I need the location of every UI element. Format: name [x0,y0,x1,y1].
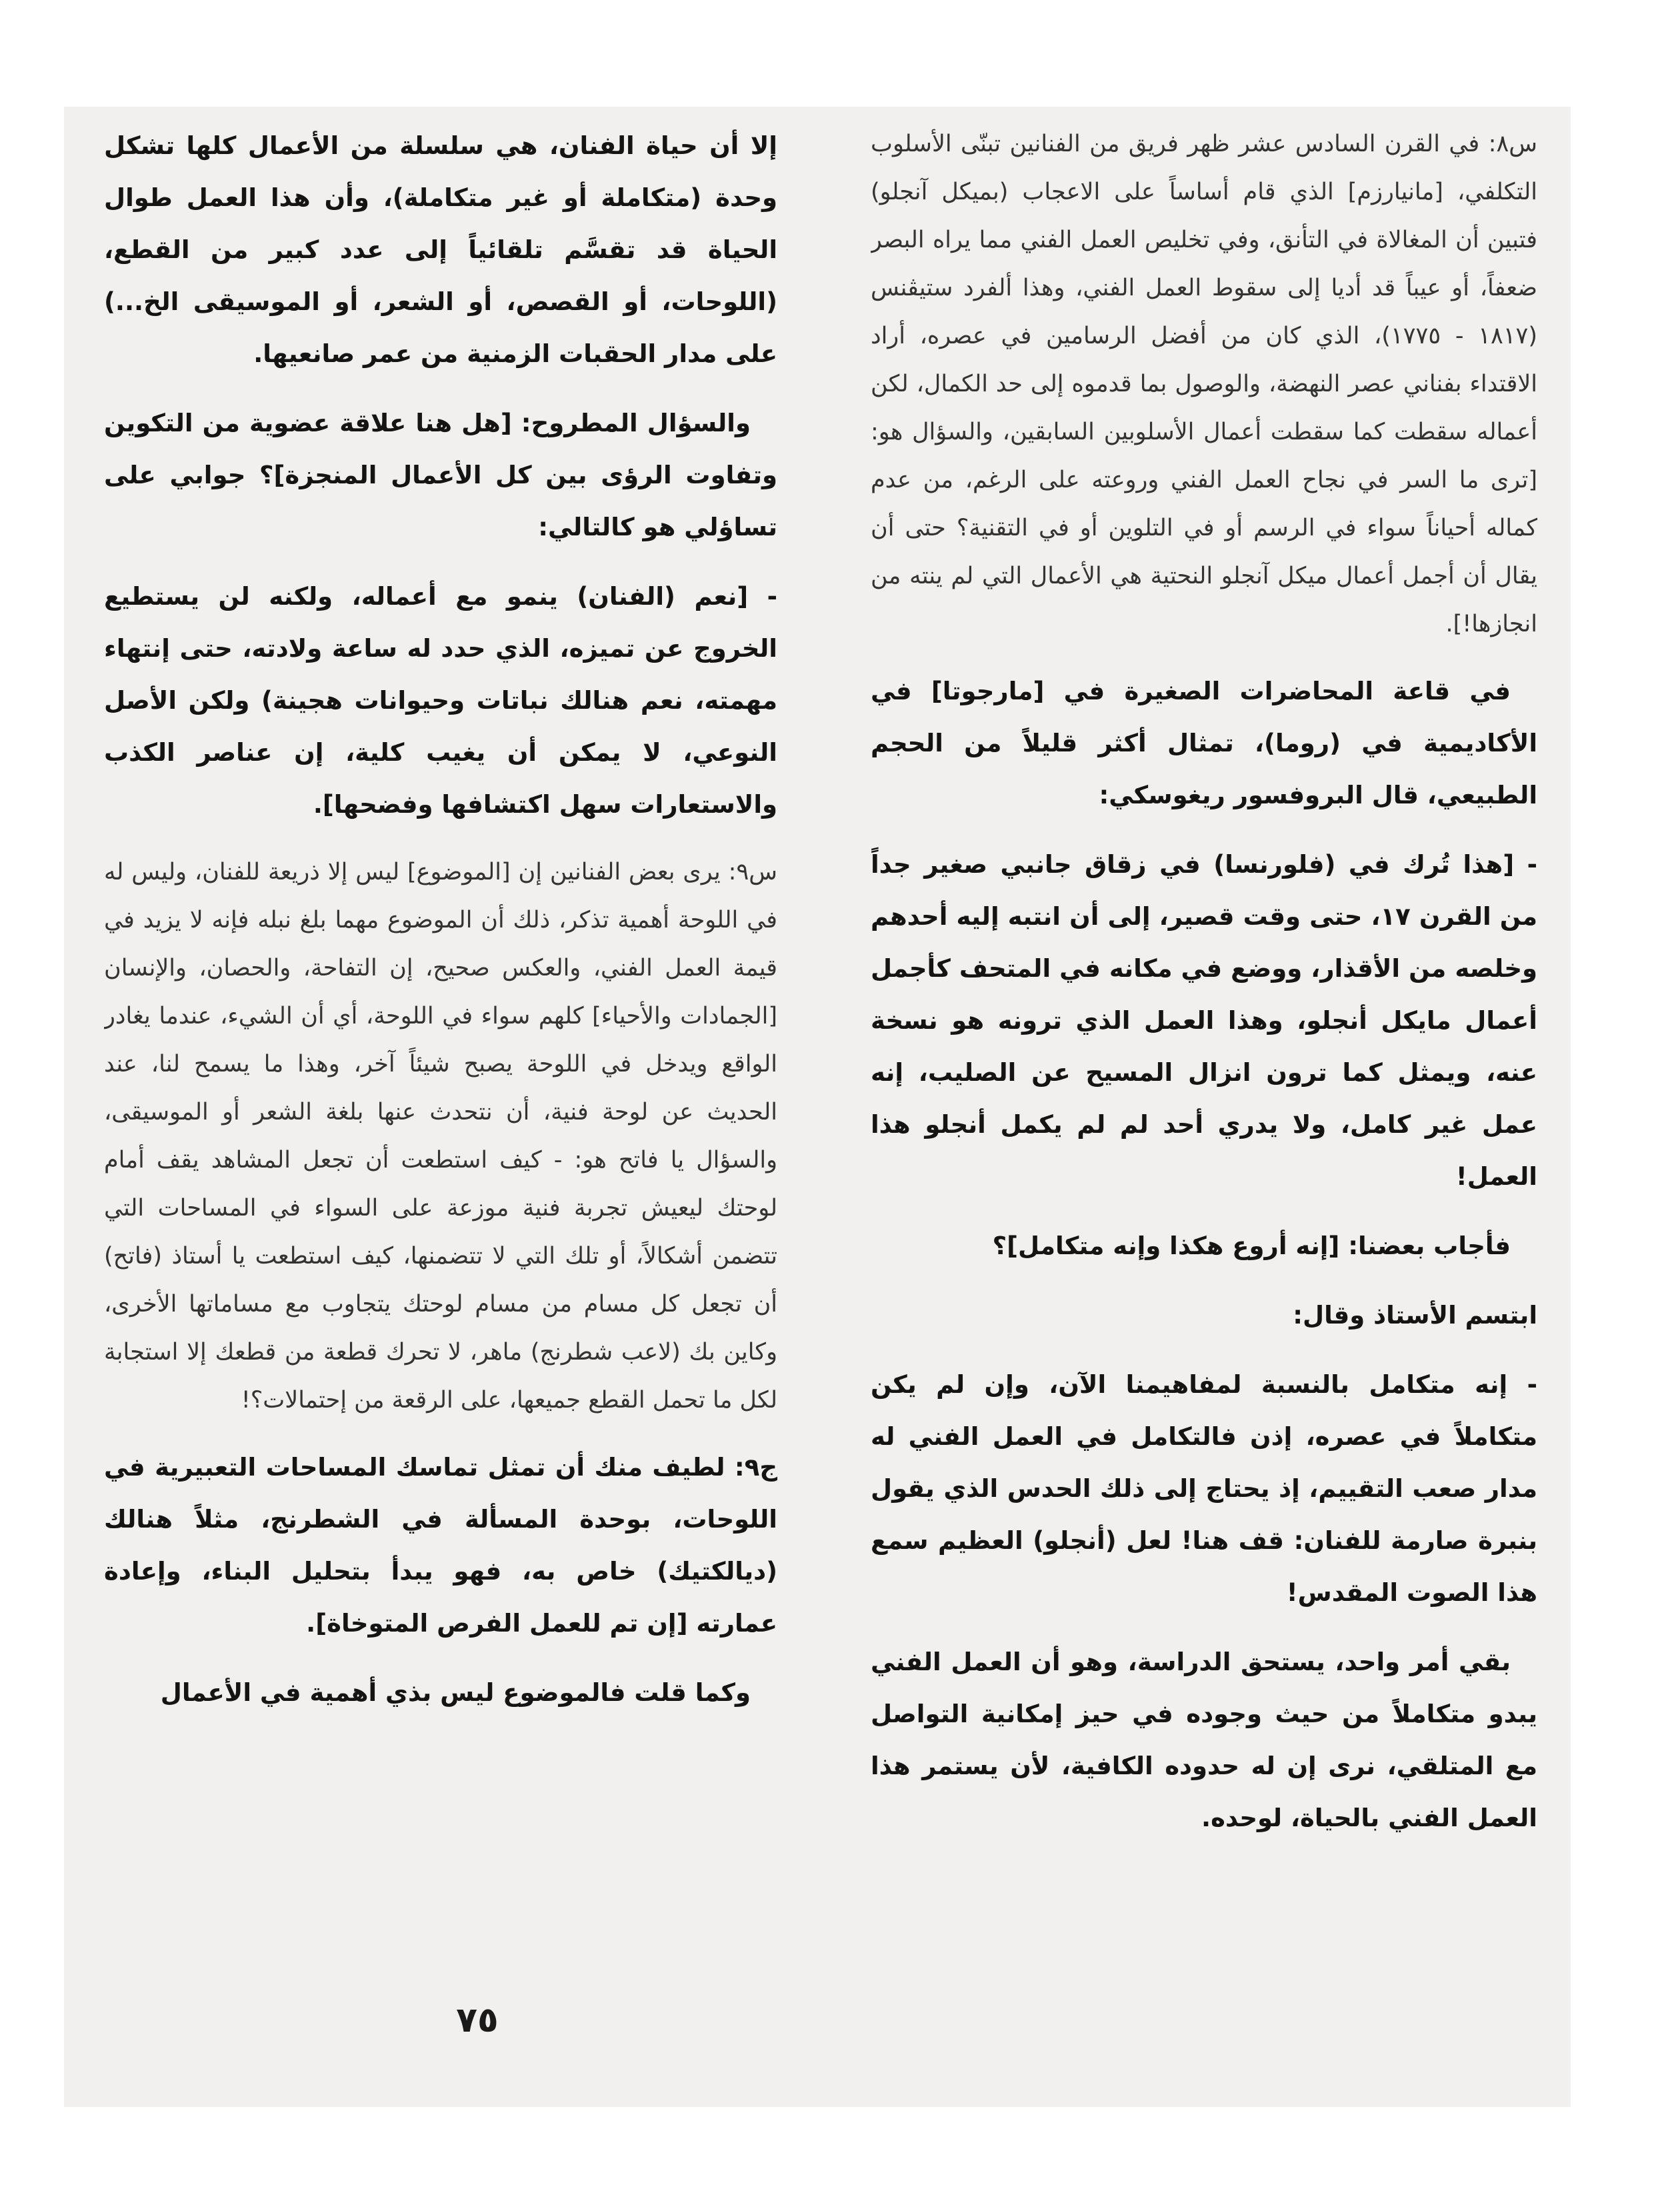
paragraph-florence-statue: - [هذا تُرك في (فلورنسا) في زقاق جانبي صغير جداً من القرن ١٧، حتى وقت قصير، إلى أن انتبه إليه أحدهم وخلصه من الأقذار، ووضع في مكانه في المتحف كأجمل أعمال مايكل أنجلو، وهذا العمل الذي ترونه هو نسخة عنه، ويمثل كما ترون انزال المسيح عن الصليب، إنه عمل غير كامل، ولا يدري أحد لم لم يكمل أنجلو هذا العمل! [871,850,1537,1191]
paragraph-q8: س٨: في القرن السادس عشر ظهر فريق من الفنانين تبنّى الأسلوب التكلفي، [مانيارزم] الذي قام أساساً على الاعجاب (بميكل آنجلو) فتبين أن المغالاة في التأنق، وفي تخليص العمل الفني مما يراه البصر ضعفاً، أو عيباً قد أديا إلى سقوط العمل الفني، وهذا ألفرد ستيڤنس (١٨١٧ - ١٧٧٥)، الذي كان من أفضل الرسامين في عصره، أراد الاقتداء بفناني عصر النهضة، والوصول بما قدموه إلى حد الكمال، لكن أعماله سقطت كما سقطت أعمال الأسلوبين السابقين، والسؤال هو: [ترى ما السر في نجاح العمل الفني وروعته على الرغم، من عدم كماله أحياناً سواء في الرسم أو في التلوين أو في التقنية؟ حتى أن يقال أن أجمل أعمال ميكل آنجلو النحتية هي الأعمال التي لم ينته من انجازها!]. [871,131,1537,637]
left-column [104,120,777,1960]
paragraph-reply: فأجاب بعضنا: [إنه أروع هكذا وإنه متكامل]؟ [992,1232,1511,1260]
page-number: ٧٥ [456,2000,499,2040]
paragraph-question-raised: والسؤال المطروح: [هل هنا علاقة عضوية من التكوين وتفاوت الرؤى بين كل الأعمال المنجزة]؟ جوابي على تساؤلي هو كالتالي: [104,409,777,541]
paragraph-professor-smiled: ابتسم الأستاذ وقال: [1293,1301,1537,1330]
paragraph-q9: س٩: يرى بعض الفنانين إن [الموضوع] ليس إلا ذريعة للفنان، وليس له في اللوحة أهمية تذكر، ذلك أن الموضوع مهما بلغ نبله فإنه لا يزيد في قيمة العمل الفني، والعكس صحيح، إن التفاحة، والحصان، والإنسان [الجمادات والأحياء] كلهم سواء في اللوحة، أي أن الشيء، عندما يغادر الواقع ويدخل في اللوحة يصبح شيئاً آخر، وهذا ما يسمح لنا، عند الحديث عن لوحة فنية، أن نتحدث عنها بلغة الشعر أو الموسيقى، والسؤال يا فاتح هو: - كيف استطعت أن تجعل المشاهد يقف أمام لوحتك ليعيش تجربة فنية موزعة على السواء في المساحات التي تتضمن أشكالاً، أو تلك التي لا تتضمنها، كيف استطعت يا أستاذ (فاتح) أن تجعل كل مسام من مسام لوحتك يتجاوب مع مساماتها الأخرى، وكاين بك (لاعب شطرنج) ماهر، لا تحرك قطعة من قطعك إلا استجابة لكل ما تحمل القطع جميعها، على الرقعة من إحتمالات؟! [104,859,777,1414]
right-column [871,120,1537,2067]
paragraph-artist-life: إلا أن حياة الفنان، هي سلسلة من الأعمال كلها تشكل وحدة (متكاملة أو غير متكاملة)، وأن هذا العمل طوال الحياة قد تقسَّم تلقائياً إلى عدد كبير من القطع، (اللوحات، أو القصص، أو الشعر، أو الموسيقى الخ...) على مدار الحقبات الزمنية من عمر صانعيها. [104,131,777,368]
paragraph-answer: - [نعم (الفنان) ينمو مع أعماله، ولكنه لن يستطيع الخروج عن تميزه، الذي حدد له ساعة ولادته، حتى إنتهاء مهمته، نعم هنالك نباتات وحيوانات هجينة) ولكن الأصل النوعي، لا يمكن أن يغيب كلية، إن عناصر الكذب والاستعارات سهل اكتشافها وفضحها]. [104,582,777,819]
paragraph-lecture-hall: في قاعة المحاضرات الصغيرة في [مارجوتا] في الأكاديمية في (روما)، تمثال أكثر قليلاً من الحجم الطبيعي، قال البروفسور ريغوسكي: [871,677,1537,809]
paragraph-a9: ج٩: لطيف منك أن تمثل تماسك المساحات التعبيرية في اللوحات، بوحدة المسألة في الشطرنج، مثلاً هنالك (ديالكتيك) خاص به، فهو يبدأ بتحليل البناء، وإعادة عمارته [إن تم للعمل الفرص المتوخاة]. [104,1453,777,1638]
paragraph-integrity: - إنه متكامل بالنسبة لمفاهيمنا الآن، وإن لم يكن متكاملاً في عصره، إذن فالتكامل في العمل الفني له مدار صعب التقييم، إذ يحتاج إلى ذلك الحدس الذي يقول بنبرة صارمة للفنان: قف هنا! لعل (أنجلو) العظيم سمع هذا الصوت المقدس! [871,1370,1537,1607]
document-page [64,107,1571,2107]
paragraph-remaining-matter: بقي أمر واحد، يستحق الدراسة، وهو أن العمل الفني يبدو متكاملاً من حيث وجوده في حيز إمكانية التواصل مع المتلقي، نرى إن له حدوده الكافية، لأن يستمر هذا العمل الفني بالحياة، لوحده. [871,1648,1537,1832]
paragraph-subject-continued: وكما قلت فالموضوع ليس بذي أهمية في الأعمال [160,1678,751,1707]
